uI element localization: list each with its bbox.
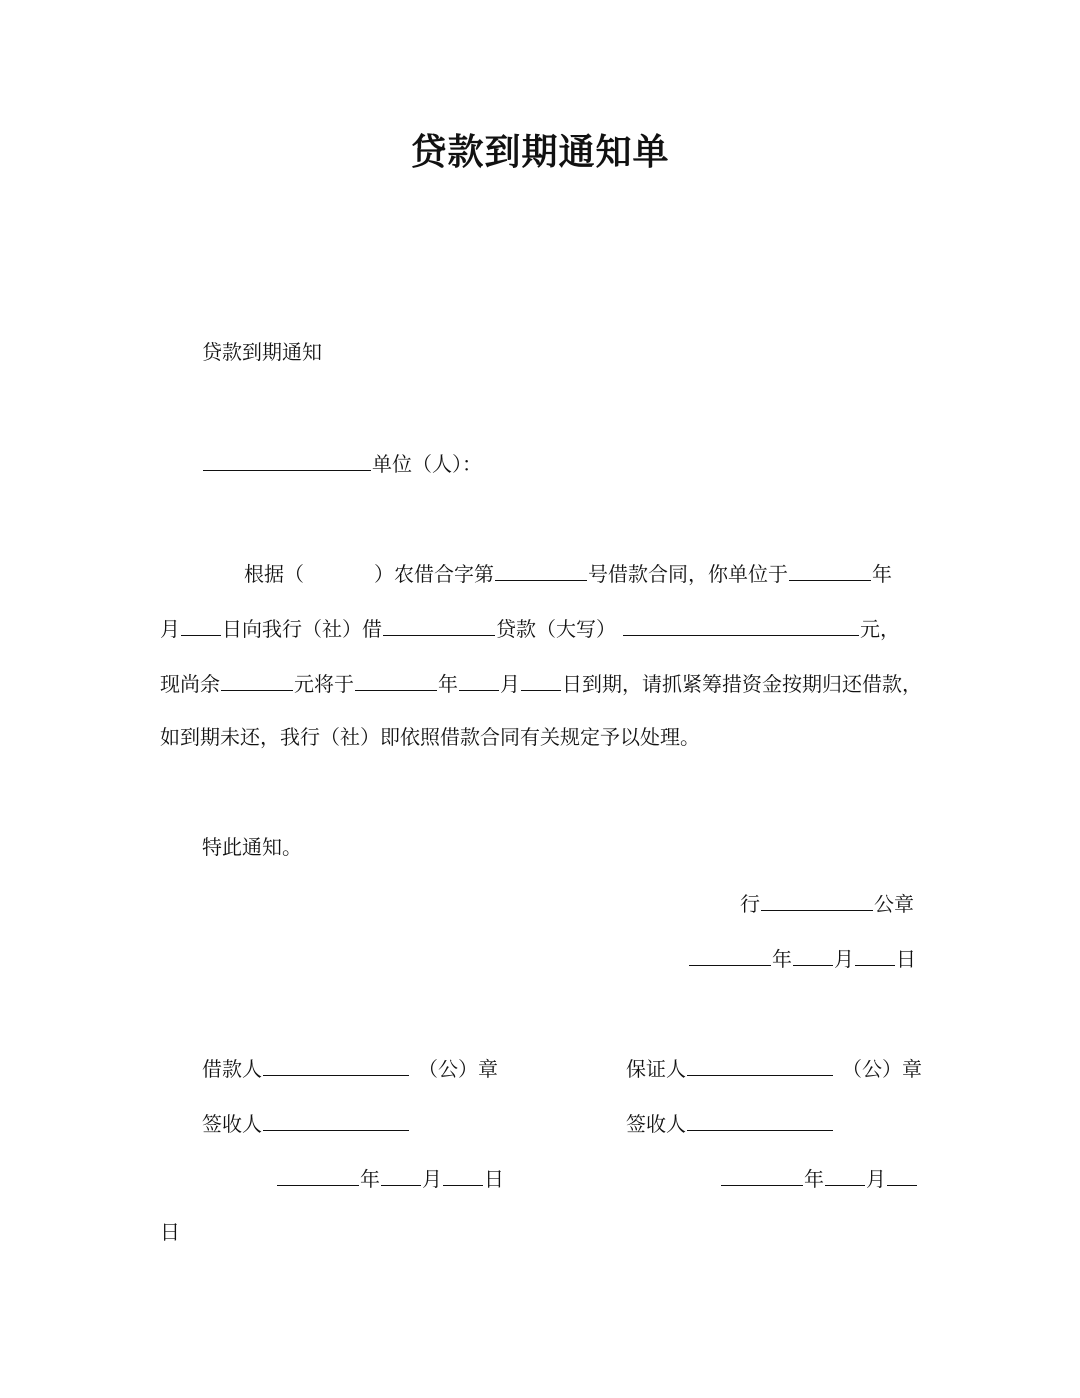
bank-day-blank[interactable]	[855, 943, 895, 966]
borrower-line: 借款人 （公）章	[202, 1053, 498, 1083]
guarantor-day-blank[interactable]	[887, 1163, 917, 1186]
bank-date-line: 年 月 日	[688, 943, 916, 973]
addressee-line: 单位（人）：	[202, 448, 482, 478]
borrower-month-blank[interactable]	[381, 1163, 421, 1186]
due-day-blank[interactable]	[521, 668, 561, 691]
guarantor-month-blank[interactable]	[825, 1163, 865, 1186]
contract-number-blank[interactable]	[495, 558, 587, 581]
body-line-1: 根据（ ）农借合字第 号借款合同，你单位于 年	[244, 558, 892, 588]
guarantor-day-wrap: 日	[160, 1220, 180, 1244]
loan-amount-blank[interactable]	[623, 613, 859, 636]
body-line-2: 月 日向我行（社）借 贷款（大写） 元，	[160, 613, 900, 643]
guarantor-date-line: 年 月	[720, 1163, 918, 1193]
borrower-receiver-blank[interactable]	[263, 1108, 409, 1131]
guarantor-blank[interactable]	[687, 1053, 833, 1076]
body-line-4: 如到期未还，我行（社）即依照借款合同有关规定予以处理。	[160, 725, 700, 749]
bank-name-blank[interactable]	[761, 888, 873, 911]
remaining-amount-blank[interactable]	[221, 668, 293, 691]
guarantor-receiver-blank[interactable]	[687, 1108, 833, 1131]
notice-heading: 贷款到期通知	[202, 340, 322, 364]
bank-year-blank[interactable]	[689, 943, 771, 966]
borrower-day-blank[interactable]	[443, 1163, 483, 1186]
bank-seal-line: 行 公章	[740, 888, 914, 918]
addressee-blank[interactable]	[203, 448, 371, 471]
loan-type-blank[interactable]	[383, 613, 495, 636]
borrower-blank[interactable]	[263, 1053, 409, 1076]
due-year-blank[interactable]	[355, 668, 437, 691]
guarantor-receiver-line: 签收人	[626, 1108, 834, 1138]
bank-month-blank[interactable]	[793, 943, 833, 966]
document-title: 贷款到期通知单	[410, 132, 670, 173]
due-month-blank[interactable]	[459, 668, 499, 691]
loan-year-blank[interactable]	[789, 558, 871, 581]
borrower-date-line: 年 月 日	[276, 1163, 504, 1193]
borrower-year-blank[interactable]	[277, 1163, 359, 1186]
loan-day-blank[interactable]	[181, 613, 221, 636]
guarantor-line: 保证人 （公）章	[626, 1053, 922, 1083]
body-line-3: 现尚余 元将于 年 月 日到期，请抓紧筹措资金按期归还借款，	[160, 668, 922, 698]
closing-text: 特此通知。	[202, 835, 302, 859]
borrower-receiver-line: 签收人	[202, 1108, 410, 1138]
guarantor-year-blank[interactable]	[721, 1163, 803, 1186]
